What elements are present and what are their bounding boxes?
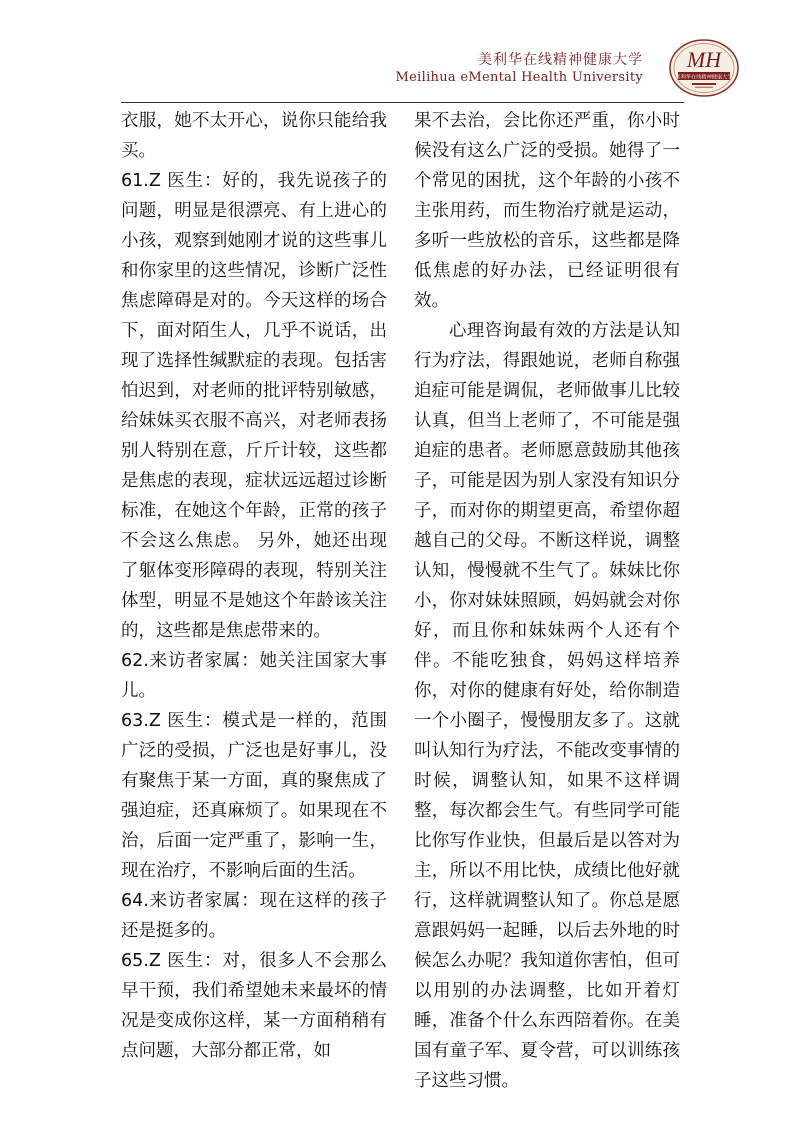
paragraph: 果不去治，会比你还严重，你小时候没有这么广泛的受损。她得了一个常见的困扰，这个年龄的小孩不主张用药，而生物治疗就是运动，多听一些放松的音乐，这些都是降低焦虑的好办法，已经证明很有效。 [414,111,680,311]
university-name-english: Meilihua eMental Health University [395,70,643,85]
page-header [0,0,800,104]
paragraph: 64.来访者家属：现在这样的孩子还是挺多的。 [121,891,387,941]
logo-monogram: MH [686,47,722,72]
left-column [121,106,387,1066]
university-seal-icon [668,38,740,98]
paragraph: 衣服，她不太开心，说你只能给我买。 [121,111,387,161]
paragraph: 63.Z 医生：模式是一样的，范围广泛的受损，广泛也是好事儿，没有聚焦于某一方面，真的聚焦成了强迫症，还真麻烦了。如果现在不治，后面一定严重了，影响一生，现在治疗，不影响后面的生活。 [121,711,387,881]
logo-caption: 美利华在线精神健康大学 [675,74,733,81]
university-name-chinese: 美利华在线精神健康大学 [478,52,643,68]
paragraph: 61.Z 医生：好的，我先说孩子的问题，明显是很漂亮、有上进心的小孩，观察到她刚才说的这些事儿和你家里的这些情况，诊断广泛性焦虑障碍是对的。今天这样的场合下，面对陌生人，几乎不说话，出现了选择性缄默症的表现。包括害怕迟到，对老师的批评特别敏感，给妹妹买衣服不高兴，对老师表扬别人特别在意，斤斤计较，这些都是焦虑的表现，症状远远超过诊断标准，在她这个年龄，正常的孩子不会这么焦虑。 另外，她还出现了躯体变形障碍的表现，特别关注体型，明显不是她这个年龄该关注的，这些都是焦虑带来的。 [121,171,387,641]
header-divider [121,102,684,103]
paragraph: 心理咨询最有效的方法是认知行为疗法，得跟她说，老师自称强迫症可能是调侃，老师做事儿比较认真，但当上老师了，不可能是强迫症的患者。老师愿意鼓励其他孩子，可能是因为别人家没有知识分子，而对你的期望更高，希望你超越自己的父母。不断这样说，调整认知，慢慢就不生气了。妹妹比你小，你对妹妹照顾，妈妈就会对你好，而且你和妹妹两个人还有个伴。不能吃独食，妈妈这样培养你，对你的健康有好处，给你制造一个小圈子，慢慢朋友多了。这就叫认知行为疗法，不能改变事情的时候，调整认知，如果不这样调整，每次都会生气。有些同学可能比你写作业快，但最后是以答对为主，所以不用比快，成绩比他好就行，这样就调整认知了。你总是愿意跟妈妈一起睡，以后去外地的时候怎么办呢？我知道你害怕，但可以用别的办法调整，比如开着灯睡，准备个什么东西陪着你。在美国有童子军、夏令营，可以训练孩子这些习惯。 [414,321,680,1091]
paragraph: 65.Z 医生：对，很多人不会那么早干预，我们希望她未来最坏的情况是变成你这样，某一方面稍稍有点问题，大部分都正常，如 [121,951,387,1061]
paragraph: 62.来访者家属：她关注国家大事儿。 [121,651,387,701]
right-column [414,106,680,1096]
